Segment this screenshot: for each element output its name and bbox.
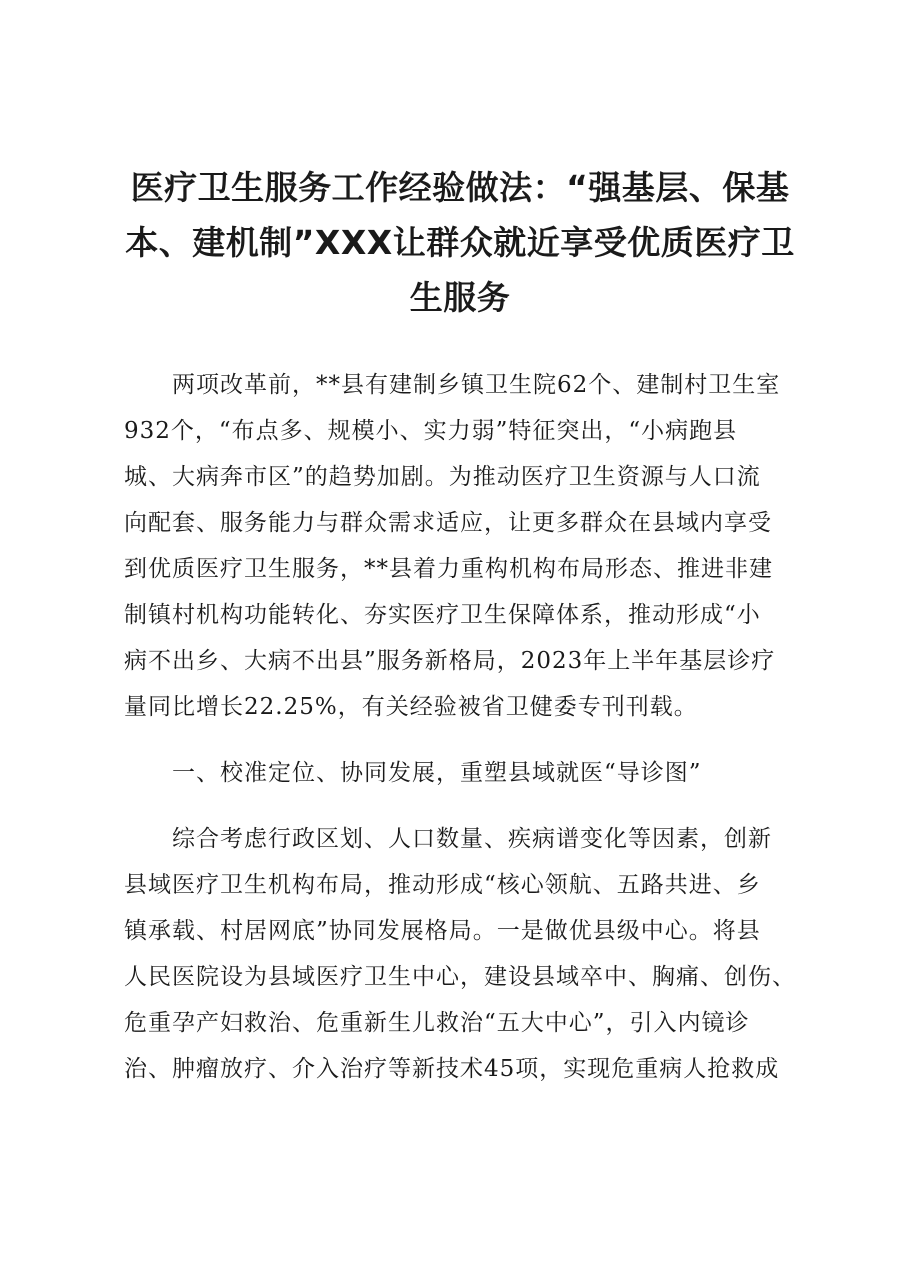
text-line: 危重孕产妇救治、危重新生儿救治“五大中心”，引入内镜诊 — [124, 1010, 750, 1036]
paragraph-spacer — [124, 730, 824, 750]
title-line-2: 本、建机制”XXX让群众就近享受优质医疗卫 — [125, 223, 795, 262]
paragraph-section-1 — [124, 816, 824, 1092]
text-line: 县域医疗卫生机构布局，推动形成“核心领航、五路共进、乡 — [124, 872, 761, 898]
text-line: 向配套、服务能力与群众需求适应，让更多群众在县域内享受 — [124, 510, 772, 536]
title-line-3: 生服务 — [409, 278, 511, 317]
text-line: 两项改革前，**县有建制乡镇卫生院62个、建制村卫生室 — [124, 372, 781, 398]
text-line: 到优质医疗卫生服务，**县着力重构机构布局形态、推进非建 — [124, 556, 773, 582]
text-line: 病不出乡、大病不出县”服务新格局，2023年上半年基层诊疗 — [124, 648, 776, 674]
paragraph-spacer — [124, 796, 824, 816]
text-line: 量同比增长22.25%，有关经验被省卫健委专刊刊载。 — [124, 694, 698, 720]
text-line: 932个，“布点多、规模小、实力弱”特征突出，“小病跑县 — [124, 418, 738, 444]
text-line: 城、大病奔市区”的趋势加剧。为推动医疗卫生资源与人口流 — [124, 464, 761, 490]
text-line: 治、肿瘤放疗、介入治疗等新技术45项，实现危重病人抢救成 — [124, 1056, 780, 1082]
section-heading-text: 一、校准定位、协同发展，重塑县域就医“导诊图” — [124, 760, 702, 786]
text-line: 综合考虑行政区划、人口数量、疾病谱变化等因素，创新 — [124, 826, 772, 852]
text-line: 制镇村机构功能转化、夯实医疗卫生保障体系，推动形成“小 — [124, 602, 761, 628]
section-heading-1 — [124, 750, 824, 796]
text-line: 人民医院设为县域医疗卫生中心，建设县域卒中、胸痛、创伤、 — [124, 964, 796, 990]
document-title — [110, 160, 810, 325]
title-line-1: 医疗卫生服务工作经验做法：“强基层、保基 — [130, 168, 790, 207]
document-body — [124, 362, 824, 1092]
paragraph-intro — [124, 362, 824, 730]
text-line: 镇承载、村居网底”协同发展格局。一是做优县级中心。将县 — [124, 918, 761, 944]
